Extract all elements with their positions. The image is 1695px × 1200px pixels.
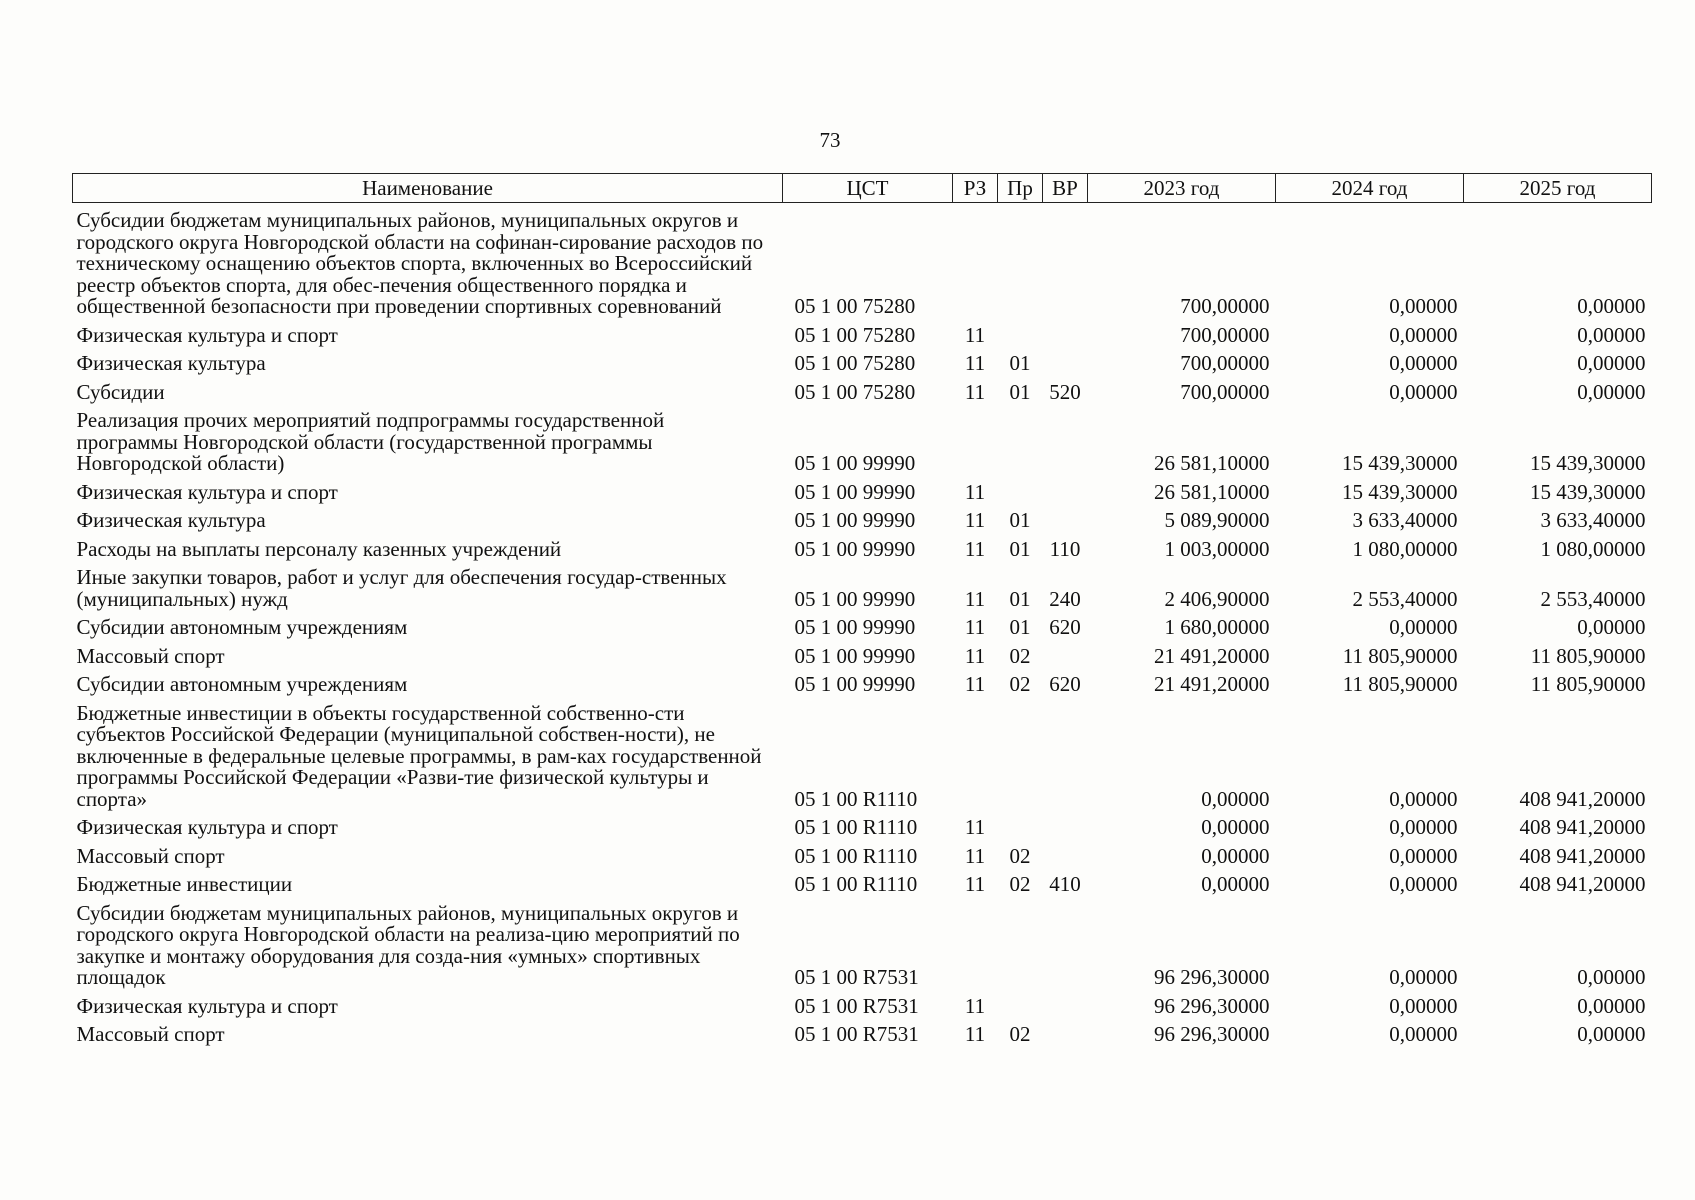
cell-rz: 11 [964, 508, 986, 532]
cell-vr: 620 [1049, 672, 1081, 696]
header-2024: 2024 год [1276, 174, 1464, 203]
cell-rz: 11 [964, 379, 986, 404]
cell-rz [953, 696, 998, 811]
cell-cst: 05 1 00 R7531 [794, 993, 919, 1018]
cell-name: Массовый спорт [76, 643, 225, 668]
cell-pr: 02 [1009, 643, 1031, 668]
cell-2023: 5 089,90000 [1164, 508, 1270, 532]
cell-rz: 11 [964, 586, 986, 611]
cell-2025: 0,00000 [1577, 965, 1646, 989]
cell-vr [1043, 839, 1088, 868]
cell-cst: 05 1 00 99990 [794, 615, 916, 639]
table-row [73, 318, 1652, 347]
cell-2025: 11 805,90000 [1530, 643, 1646, 668]
cell-2023: 96 296,30000 [1154, 1022, 1270, 1046]
header-cst: ЦСТ [783, 174, 953, 203]
cell-vr: 110 [1049, 536, 1081, 561]
cell-2024: 15 439,30000 [1342, 479, 1458, 504]
cell-pr [998, 896, 1043, 989]
cell-2023: 26 581,10000 [1154, 479, 1270, 504]
cell-2024: 0,00000 [1389, 965, 1458, 989]
cell-vr [1043, 203, 1088, 318]
cell-2024: 0,00000 [1389, 993, 1458, 1018]
cell-rz: 11 [964, 672, 986, 696]
cell-cst: 05 1 00 99990 [794, 536, 916, 561]
cell-cst: 05 1 00 99990 [794, 479, 916, 504]
cell-cst: 05 1 00 R1110 [794, 815, 918, 839]
cell-name: Физическая культура и спорт [76, 479, 338, 504]
cell-2023: 1 680,00000 [1164, 615, 1270, 639]
cell-2025: 0,00000 [1577, 1022, 1646, 1046]
header-vr: ВР [1043, 174, 1088, 203]
cell-2024: 0,00000 [1389, 1022, 1458, 1046]
cell-vr: 520 [1049, 379, 1081, 404]
cell-2024: 2 553,40000 [1352, 586, 1458, 611]
cell-vr [1043, 989, 1088, 1018]
cell-name: Субсидии автономным учреждениям [76, 672, 408, 696]
table-row [73, 810, 1652, 839]
cell-2023: 0,00000 [1201, 815, 1270, 839]
cell-rz [953, 896, 998, 989]
cell-rz: 11 [964, 536, 986, 561]
cell-pr [998, 475, 1043, 504]
cell-2025: 0,00000 [1577, 294, 1646, 318]
cell-cst: 05 1 00 99990 [794, 451, 916, 475]
table-body [73, 203, 1652, 1046]
cell-2024: 0,00000 [1389, 815, 1458, 839]
cell-vr: 410 [1049, 872, 1081, 896]
cell-cst: 05 1 00 75280 [794, 351, 916, 375]
cell-rz: 11 [964, 815, 986, 839]
cell-2025: 408 941,20000 [1519, 843, 1646, 868]
cell-cst: 05 1 00 R1110 [794, 786, 918, 811]
cell-pr [998, 403, 1043, 475]
cell-cst: 05 1 00 99990 [794, 586, 916, 611]
cell-name: Иные закупки товаров, работ и услуг для обеспечения государ-ственных (муниципальных) нужд [76, 565, 727, 611]
cell-name: Субсидии бюджетам муниципальных районов, муниципальных округов и городского округа Новгородской области на софинан-сирование расходов по техническому оснащению объектов спорта, включенных во Всероссийский реестр объектов спорта, для обес-печения общественного порядка и общественной безопасности при проведении спортивных соревнований [76, 208, 764, 318]
cell-2023: 96 296,30000 [1154, 993, 1270, 1018]
table-row [73, 867, 1652, 896]
table-row [73, 532, 1652, 561]
cell-2025: 0,00000 [1577, 351, 1646, 375]
cell-2024: 0,00000 [1389, 294, 1458, 318]
table-row [73, 610, 1652, 639]
cell-name: Физическая культура [76, 508, 266, 532]
cell-rz: 11 [964, 1022, 986, 1046]
table-header [73, 174, 1652, 203]
cell-2023: 1 003,00000 [1164, 536, 1270, 561]
cell-name: Субсидии бюджетам муниципальных районов, муниципальных округов и городского округа Новгородской области на реализа-цию мероприятий по закупке и монтажу оборудования для созда-ния «умных» спортивных площадок [76, 900, 740, 989]
cell-rz: 11 [964, 479, 986, 504]
cell-name: Бюджетные инвестиции [76, 872, 293, 896]
cell-2025: 2 553,40000 [1540, 586, 1646, 611]
cell-pr [998, 318, 1043, 347]
table-row [73, 1017, 1652, 1046]
cell-2023: 700,00000 [1180, 351, 1270, 375]
cell-cst: 05 1 00 75280 [794, 294, 916, 318]
cell-name: Реализация прочих мероприятий подпрограммы государственной программы Новгородской области (государственной программы Новгородской области) [76, 408, 665, 475]
cell-2025: 1 080,00000 [1540, 536, 1646, 561]
cell-2024: 0,00000 [1389, 322, 1458, 347]
cell-vr [1043, 810, 1088, 839]
cell-2024: 1 080,00000 [1352, 536, 1458, 561]
cell-2023: 0,00000 [1201, 786, 1270, 811]
cell-2023: 0,00000 [1201, 872, 1270, 896]
cell-vr [1043, 896, 1088, 989]
cell-cst: 05 1 00 R1110 [794, 872, 918, 896]
table-row [73, 696, 1652, 811]
table-row [73, 203, 1652, 318]
header-rz: РЗ [953, 174, 998, 203]
cell-2023: 96 296,30000 [1154, 965, 1270, 989]
cell-rz: 11 [964, 872, 986, 896]
cell-cst: 05 1 00 99990 [794, 643, 916, 668]
table-row [73, 639, 1652, 668]
budget-table [72, 173, 1652, 1046]
table-row [73, 989, 1652, 1018]
cell-2023: 26 581,10000 [1154, 451, 1270, 475]
cell-2023: 21 491,20000 [1154, 672, 1270, 696]
cell-name: Расходы на выплаты персоналу казенных учреждений [76, 536, 562, 561]
table-row [73, 403, 1652, 475]
cell-rz: 11 [964, 322, 986, 347]
cell-2023: 700,00000 [1180, 294, 1270, 318]
cell-rz: 11 [964, 643, 986, 668]
header-name: Наименование [73, 174, 783, 203]
cell-pr [998, 810, 1043, 839]
cell-rz: 11 [964, 615, 986, 639]
cell-2025: 3 633,40000 [1540, 508, 1646, 532]
cell-2025: 15 439,30000 [1530, 479, 1646, 504]
cell-pr: 02 [1009, 872, 1031, 896]
cell-name: Массовый спорт [76, 1022, 225, 1046]
header-row [73, 174, 1652, 203]
cell-rz [953, 203, 998, 318]
cell-vr [1043, 639, 1088, 668]
table-row [73, 375, 1652, 404]
table-row [73, 503, 1652, 532]
cell-2025: 0,00000 [1577, 615, 1646, 639]
cell-cst: 05 1 00 R7531 [794, 1022, 919, 1046]
cell-name: Физическая культура и спорт [76, 993, 338, 1018]
cell-cst: 05 1 00 75280 [794, 379, 916, 404]
cell-vr [1043, 346, 1088, 375]
cell-2023: 21 491,20000 [1154, 643, 1270, 668]
cell-2025: 0,00000 [1577, 322, 1646, 347]
cell-2025: 0,00000 [1577, 993, 1646, 1018]
cell-2023: 2 406,90000 [1164, 586, 1270, 611]
cell-name: Бюджетные инвестиции в объекты государственной собственно-сти субъектов Российской Федерации (муниципальной собствен-ности), не включенные в федеральные целевые программы, в рам-ках государственной программы Российской Федерации «Разви-тие физической культуры и спорта» [76, 700, 762, 811]
cell-pr [998, 989, 1043, 1018]
cell-2024: 0,00000 [1389, 872, 1458, 896]
cell-rz: 11 [964, 351, 986, 375]
cell-vr: 240 [1049, 586, 1081, 611]
cell-pr: 01 [1009, 508, 1031, 532]
cell-cst: 05 1 00 75280 [794, 322, 916, 347]
cell-2025: 408 941,20000 [1519, 815, 1646, 839]
cell-cst: 05 1 00 R1110 [794, 843, 918, 868]
cell-name: Субсидии [76, 379, 165, 404]
cell-name: Физическая культура и спорт [76, 322, 338, 347]
cell-2025: 408 941,20000 [1519, 872, 1646, 896]
cell-rz: 11 [964, 843, 986, 868]
cell-2024: 0,00000 [1389, 786, 1458, 811]
cell-name: Физическая культура [76, 351, 266, 375]
cell-2024: 0,00000 [1389, 843, 1458, 868]
cell-2025: 15 439,30000 [1530, 451, 1646, 475]
cell-2024: 0,00000 [1389, 379, 1458, 404]
cell-2023: 700,00000 [1180, 379, 1270, 404]
cell-pr: 01 [1009, 351, 1031, 375]
table-row [73, 896, 1652, 989]
cell-pr [998, 696, 1043, 811]
cell-rz [953, 403, 998, 475]
cell-2025: 11 805,90000 [1530, 672, 1646, 696]
cell-2023: 700,00000 [1180, 322, 1270, 347]
cell-vr [1043, 696, 1088, 811]
table-row [73, 667, 1652, 696]
cell-pr: 01 [1009, 536, 1031, 561]
cell-2024: 15 439,30000 [1342, 451, 1458, 475]
cell-2024: 11 805,90000 [1342, 672, 1458, 696]
header-2025: 2025 год [1464, 174, 1652, 203]
cell-2023: 0,00000 [1201, 843, 1270, 868]
cell-cst: 05 1 00 99990 [794, 508, 916, 532]
cell-2025: 408 941,20000 [1519, 786, 1646, 811]
cell-pr [998, 203, 1043, 318]
cell-vr [1043, 318, 1088, 347]
table-row [73, 839, 1652, 868]
cell-2024: 0,00000 [1389, 351, 1458, 375]
cell-2024: 11 805,90000 [1342, 643, 1458, 668]
cell-name: Физическая культура и спорт [76, 815, 338, 839]
page-number: 73 [819, 128, 841, 152]
cell-pr: 01 [1009, 379, 1031, 404]
cell-name: Массовый спорт [76, 843, 225, 868]
table-row [73, 346, 1652, 375]
cell-vr [1043, 403, 1088, 475]
cell-rz: 11 [964, 993, 986, 1018]
header-2023: 2023 год [1088, 174, 1276, 203]
cell-pr: 01 [1009, 586, 1031, 611]
cell-vr [1043, 1017, 1088, 1046]
cell-2025: 0,00000 [1577, 379, 1646, 404]
cell-vr [1043, 503, 1088, 532]
cell-cst: 05 1 00 R7531 [794, 965, 919, 989]
table-row [73, 560, 1652, 610]
cell-cst: 05 1 00 99990 [794, 672, 916, 696]
table-row [73, 475, 1652, 504]
cell-pr: 02 [1009, 672, 1031, 696]
header-pr: Пр [998, 174, 1043, 203]
cell-vr [1043, 475, 1088, 504]
cell-pr: 01 [1009, 615, 1031, 639]
cell-vr: 620 [1049, 615, 1081, 639]
cell-2024: 0,00000 [1389, 615, 1458, 639]
cell-name: Субсидии автономным учреждениям [76, 615, 408, 639]
cell-pr: 02 [1009, 1022, 1031, 1046]
cell-2024: 3 633,40000 [1352, 508, 1458, 532]
cell-pr: 02 [1009, 843, 1031, 868]
